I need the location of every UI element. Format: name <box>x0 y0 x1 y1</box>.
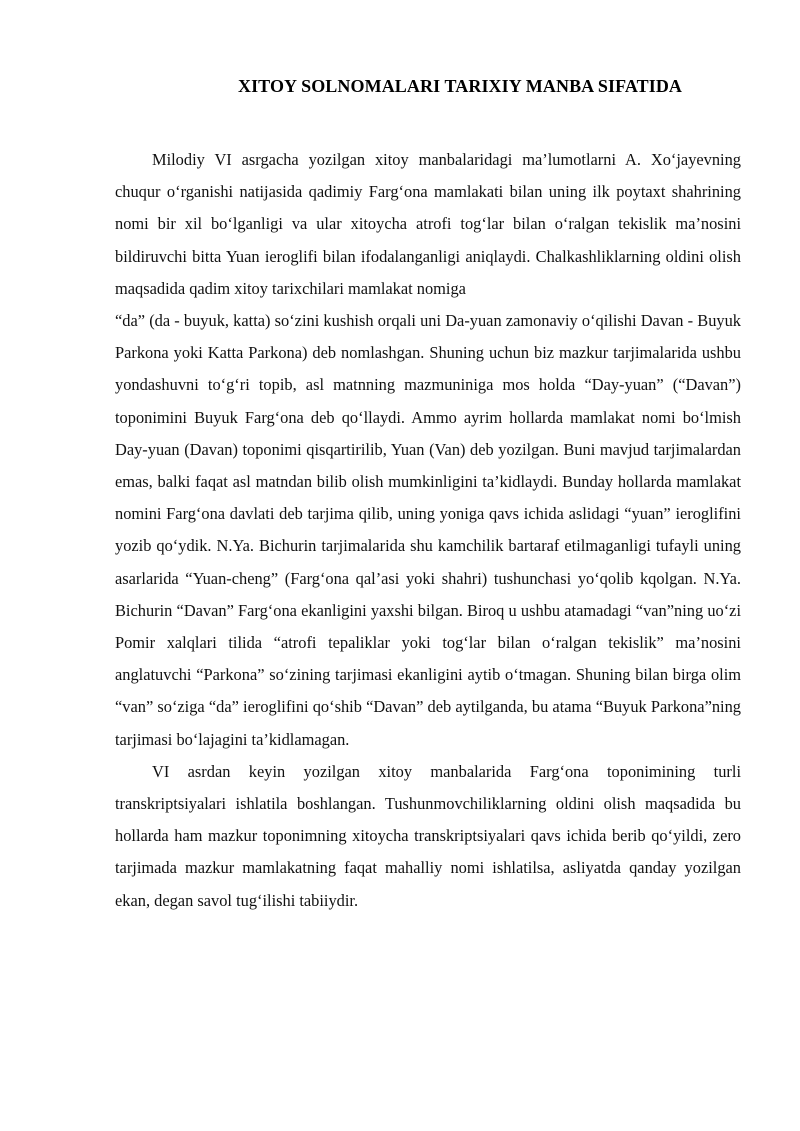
paragraph-2: “da” (da - buyuk, katta) so‘zini kushish orqali uni Da-yuan zamonaviy o‘qilishi Davan - Buyuk Parkona yoki Katta Parkona) deb nomlashgan. Shuning uchun biz mazkur tarjimalarida ushbu yondashuvni to‘g‘ri topib, asl matnning mazmuniniga mos holda “Day-yuan” (“Davan”) toponimini Buyuk Farg‘ona deb qo‘llaydi. Ammo ayrim hollarda mamlakat nomi bo‘lmish Day-yuan (Davan) toponimi qisqartirilib, Yuan (Van) deb yozilgan. Buni mavjud tarjimalardan emas, balki faqat asl matndan bilib olish mumkinligini ta’kidlaydi. Bunday hollarda mamlakat nomini Farg‘ona davlati deb tarjima qilib, uning yoniga qavs ichida aslidagi “yuan” ieroglifini yozib qo‘ydik. N.Ya. Bichurin tarjimalarida shu kamchilik bartaraf etilmaganligi tufayli uning asarlarida “Yuan-cheng” (Farg‘ona qal’asi yoki shahri) tushunchasi yo‘qolib kqolgan. N.Ya. Bichurin “Davan” Farg‘ona ekanligini yaxshi bilgan. Biroq u ushbu atamadagi “van”ning uo‘zi Pomir xalqlari tilida “atrofi tepaliklar yoki tog‘lar bilan o‘ralgan tekislik” ma’nosini anglatuvchi “Parkona” so‘zining tarjimasi ekanligini aytib o‘tmagan. Shuning bilan birga olim “van” so‘ziga “da” ieroglifini qo‘shib “Davan” deb aytilganda, bu atama “Buyuk Parkona”ning tarjimasi bo‘lajagini ta’kidlamagan. <box>115 311 741 749</box>
document-title: XITOY SOLNOMALARI TARIXIY MANBA SIFATIDA <box>237 76 683 96</box>
paragraph-1: Milodiy VI asrgacha yozilgan xitoy manbalaridagi ma’lumotlarni A. Xo‘jayevning chuqur o‘rganishi natijasida qadimiy Farg‘ona mamlakati bilan uning ilk poytaxt shahrining nomi bir xil bo‘lganligi va ular xitoycha atrofi tog‘lar bilan o‘ralgan tekislik ma’nosini bildiruvchi bitta Yuan ieroglifi bilan ifodalanganligi aniqlaydi. Chalkashliklarning oldini olish maqsadida qadim xitoy tarixchilari mamlakat nomiga <box>115 150 741 298</box>
document-body <box>115 144 741 917</box>
paragraph-3: VI asrdan keyin yozilgan xitoy manbalarida Farg‘ona toponimining turli transkriptsiyalari ishlatila boshlangan. Tushunmovchiliklarning oldini olish maqsadida bu hollarda ham mazkur toponimning xitoycha transkriptsiyalari qavs ichida berib qo‘yildi, zero tarjimada mazkur mamlakatning faqat mahalliy nomi ishlatilsa, asliyatda qanday yozilgan ekan, degan savol tug‘ilishi tabiiydir. <box>115 761 741 910</box>
